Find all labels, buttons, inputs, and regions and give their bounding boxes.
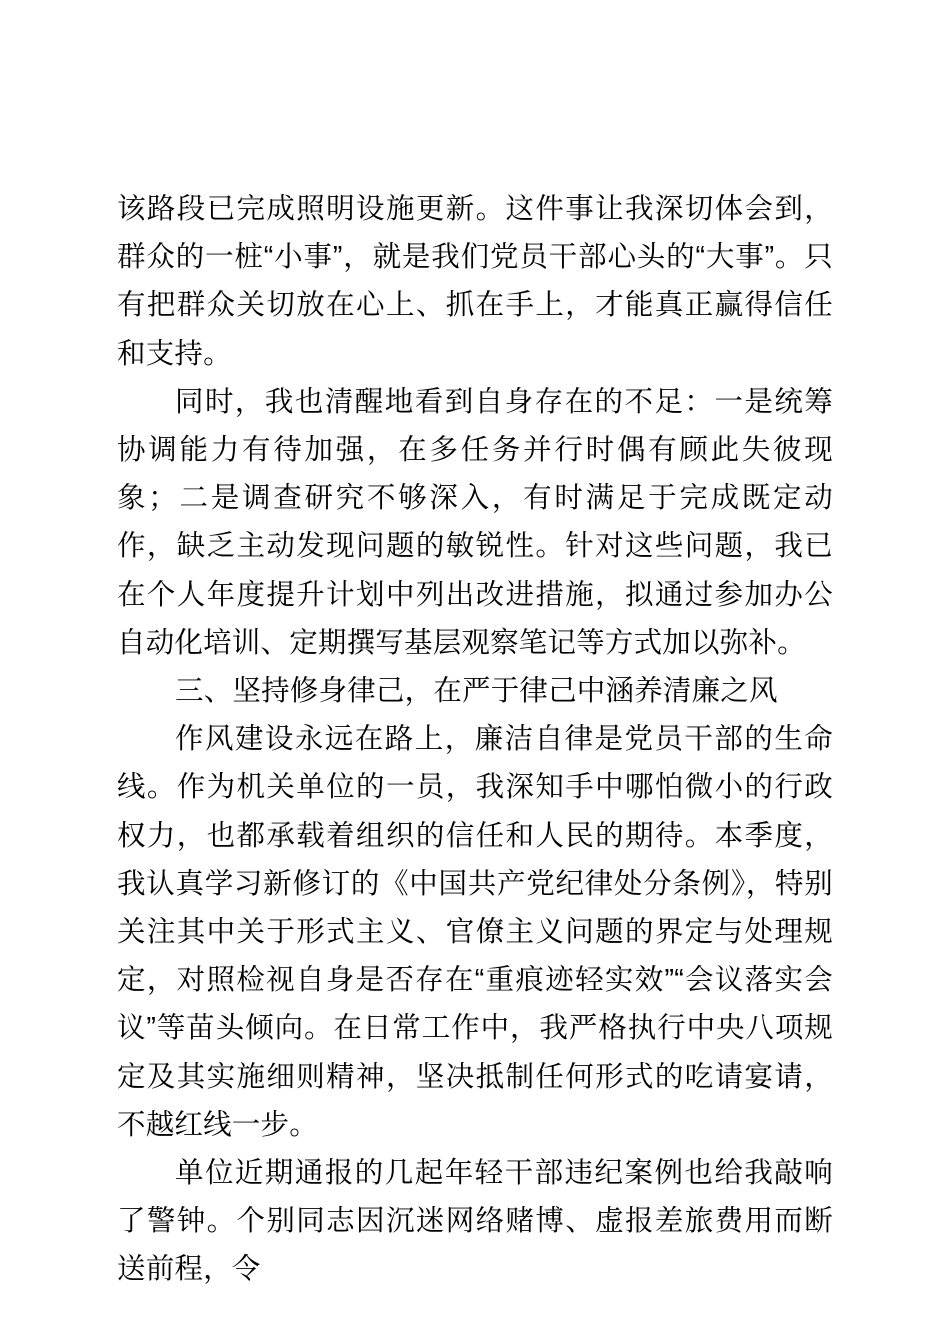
document-text-column xyxy=(117,185,833,1294)
paragraph-self-reflection: 同时，我也清醒地看到自身存在的不足：一是统筹协调能力有待加强，在多任务并行时偶有顾此失彼现象；二是调查研究不够深入，有时满足于完成既定动作，缺乏主动发现问题的敏锐性。针对这些问题，我已在个人年度提升计划中列出改进措施，拟通过参加办公自动化培训、定期撰写基层观察笔记等方式加以弥补。 xyxy=(117,385,833,659)
section-heading-three: 三、坚持修身律己，在严于律己中涵养清廉之风 xyxy=(175,675,778,708)
paragraph-warning-cases: 单位近期通报的几起年轻干部违纪案例也给我敲响了警钟。个别同志因沉迷网络赌博、虚报差旅费用而断送前程，令 xyxy=(117,1157,833,1286)
paragraph-continuation-lighting: 该路段已完成照明设施更新。这件事让我深切体会到，群众的一桩“小事”，就是我们党员干部心头的“大事”。只有把群众关切放在心上、抓在手上，才能真正赢得信任和支持。 xyxy=(117,193,833,370)
paragraph-work-style-discipline: 作风建设永远在路上，廉洁自律是党员干部的生命线。作为机关单位的一员，我深知手中哪怕微小的行政权力，也都承载着组织的信任和人民的期待。本季度，我认真学习新修订的《中国共产党纪律处分条例》，特别关注其中关于形式主义、官僚主义问题的界定与处理规定，对照检视自身是否存在“重痕迹轻实效”“会议落实会议”等苗头倾向。在日常工作中，我严格执行中央八项规定及其实施细则精神，坚决抵制任何形式的吃请宴请，不越红线一步。 xyxy=(117,723,833,1141)
